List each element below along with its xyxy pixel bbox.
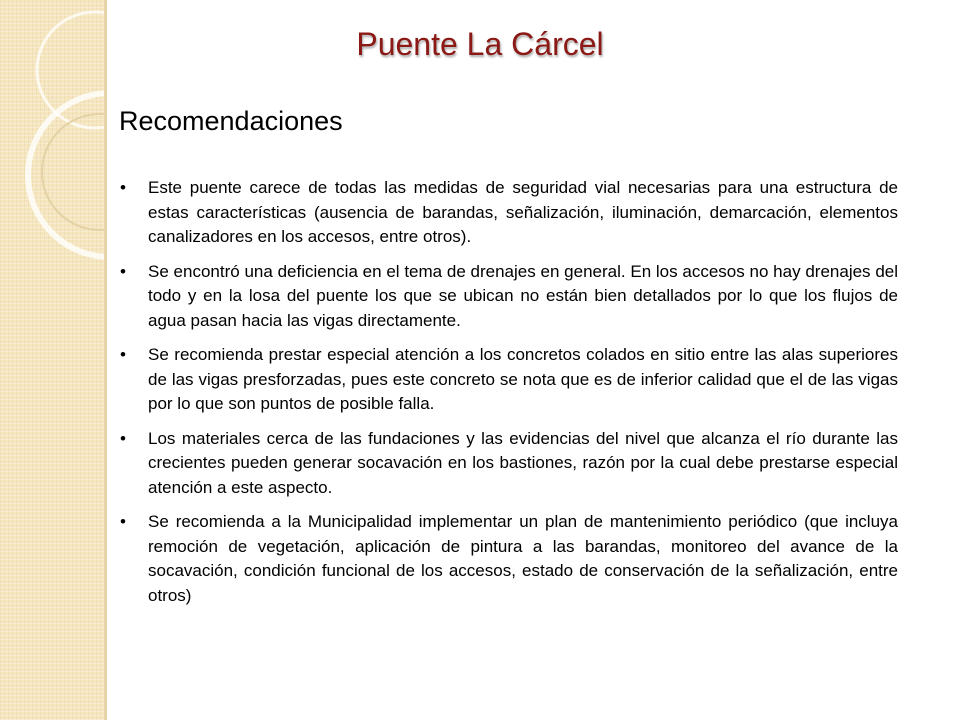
bullet-item: [118, 176, 898, 250]
bullet-item: [118, 510, 898, 608]
bullet-text: Se recomienda prestar especial atención a los concretos colados en sitio entre las alas superiores de las vigas presforzadas, pues este concreto se nota que es de inferior calidad que el de las vigas por lo que son puntos de posible falla.: [148, 345, 898, 413]
bullet-marker: •: [120, 345, 126, 364]
slide-subtitle: Recomendaciones: [119, 106, 343, 136]
decorative-side-panel: [0, 0, 107, 720]
bullet-text: Este puente carece de todas las medidas de seguridad vial necesarias para una estructura de estas características (ausencia de barandas, señalización, iluminación, demarcación, elementos canalizadores en los accesos, entre otros).: [148, 178, 898, 246]
bullet-marker: •: [120, 428, 126, 448]
bullet-marker: •: [120, 178, 126, 197]
bullet-text: Los materiales cerca de las fundaciones y las evidencias del nivel que alcanza el río durante las crecientes pueden generar socavación en los bastiones, razón por la cual debe prestarse especial atención a este aspecto.: [148, 428, 898, 497]
bullet-marker: •: [120, 261, 126, 281]
bullet-list: [118, 176, 898, 618]
bullet-text: Se encontró una deficiencia en el tema de drenajes en general. En los accesos no hay drenajes del todo y en la losa del puente los que se ubican no están bien detallados por lo que los flujos de agua pasan hacia las vigas directamente.: [148, 261, 898, 330]
decorative-rings: [0, 0, 104, 720]
bullet-marker: •: [120, 512, 126, 531]
bullet-item: [118, 260, 898, 334]
bullet-item: [118, 343, 898, 417]
bullet-item: [118, 427, 898, 501]
bullet-text: Se recomienda a la Municipalidad implementar un plan de mantenimiento periódico (que incluya remoción de vegetación, aplicación de pintura a las barandas, monitoreo del avance de la socavación, condición funcional de los accesos, estado de conservación de la señalización, entre otros): [148, 512, 898, 605]
slide-title: Puente La Cárcel: [356, 26, 604, 62]
